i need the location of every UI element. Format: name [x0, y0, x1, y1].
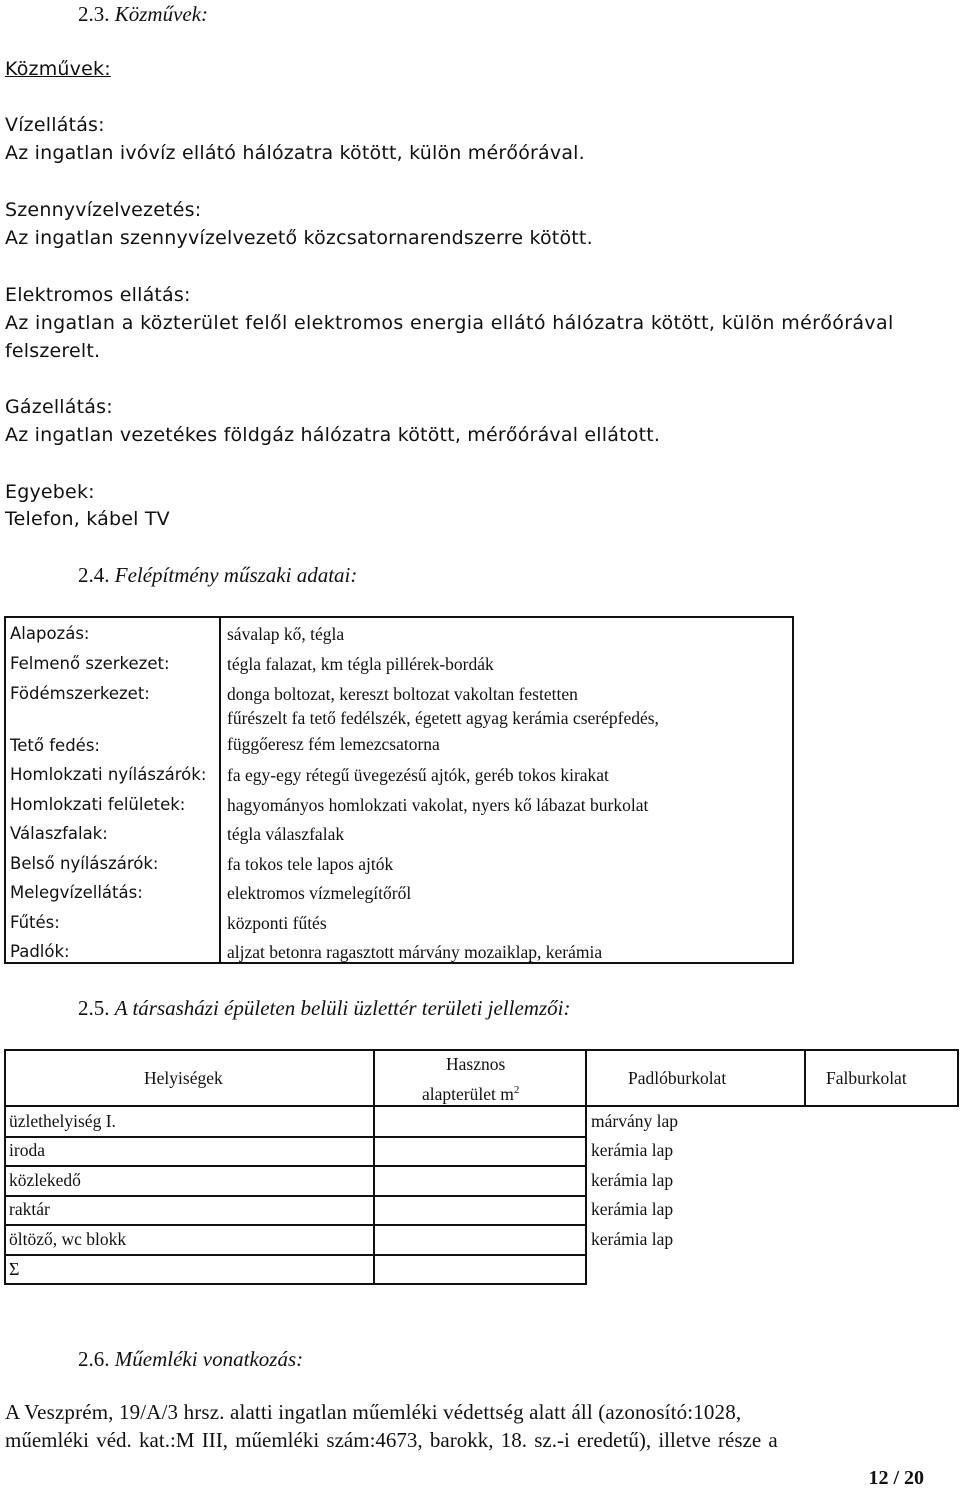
room-name: raktár	[9, 1199, 50, 1219]
section-title: Műemléki vonatkozás:	[114, 1347, 304, 1371]
tech-label: Felmenő szerkezet:	[10, 654, 170, 673]
section-title: A társasházi épületen belüli üzlettér területi jellemzői:	[114, 996, 571, 1020]
utilities-label: Közművek:	[5, 58, 111, 80]
water-text: Az ingatlan ivóvíz ellátó hálózatra kötött, külön mérőórával.	[5, 142, 585, 164]
col-header-floor: Padlóburkolat	[628, 1068, 727, 1088]
tech-value: donga boltozat, kereszt boltozat vakoltan festetten	[227, 684, 578, 704]
room-floor: kerámia lap	[591, 1170, 674, 1190]
tech-label: Födémszerkezet:	[10, 684, 150, 703]
section-title: Közművek:	[114, 2, 209, 26]
table-divider	[219, 618, 221, 962]
technical-data-table	[4, 616, 794, 964]
room-name: közlekedő	[9, 1170, 81, 1190]
tech-value: elektromos vízmelegítőről	[227, 883, 412, 903]
sewage-text: Az ingatlan szennyvízelvezető közcsatornarendszerre kötött.	[5, 227, 593, 249]
tech-value: függőeresz fém lemezcsatorna	[227, 734, 440, 754]
tech-value: aljzat betonra ragasztott márvány mozaiklap, kerámia	[227, 942, 603, 962]
section-heading-2-6	[78, 1347, 303, 1372]
electric-text-1: Az ingatlan a közterület felől elektromos energia ellátó hálózatra kötött, külön mérőórával	[5, 312, 894, 334]
tech-label: Válaszfalak:	[10, 824, 108, 843]
tech-value: fa tokos tele lapos ajtók	[227, 854, 394, 874]
sewage-label: Szennyvízelvezetés:	[5, 199, 202, 221]
total-symbol: Σ	[9, 1259, 20, 1279]
tech-label: Homlokzati felületek:	[10, 795, 186, 814]
section-heading-2-3	[78, 2, 208, 27]
tech-value: sávalap kő, tégla	[227, 624, 345, 644]
section-heading-2-5	[78, 996, 570, 1021]
other-label: Egyebek:	[5, 481, 95, 503]
room-name: iroda	[9, 1140, 45, 1160]
tech-value: hagyományos homlokzati vakolat, nyers kő lábazat burkolat	[227, 795, 649, 815]
tech-label: Fűtés:	[10, 913, 60, 932]
section-heading-2-4	[78, 563, 357, 588]
tech-value: tégla válaszfalak	[227, 824, 345, 844]
gas-label: Gázellátás:	[5, 396, 113, 418]
tech-label: Padlók:	[10, 942, 70, 961]
water-label: Vízellátás:	[5, 114, 105, 136]
room-floor: márvány lap	[591, 1111, 678, 1131]
col-header-rooms: Helyiségek	[144, 1068, 223, 1088]
section-number: 2.4.	[78, 563, 110, 587]
room-floor: kerámia lap	[591, 1229, 674, 1249]
tech-label: Homlokzati nyílászárók:	[10, 765, 207, 784]
electric-label: Elektromos ellátás:	[5, 284, 191, 306]
gas-text: Az ingatlan vezetékes földgáz hálózatra kötött, mérőórával ellátott.	[5, 424, 661, 446]
tech-value: fűrészelt fa tető fedélszék, égetett agyag kerámia cserépfedés,	[227, 708, 659, 728]
room-floor: kerámia lap	[591, 1199, 674, 1219]
monument-text-2: műemléki véd. kat.:M III, műemléki szám:4673, barokk, 18. sz.-i eredetű), illetve része a	[5, 1428, 778, 1452]
tech-label: Belső nyílászárók:	[10, 854, 159, 873]
section-title: Felépítmény műszaki adatai:	[114, 563, 358, 587]
monument-text-1: A Veszprém, 19/A/3 hrsz. alatti ingatlan műemléki védettség alatt áll (azonosító:1028,	[5, 1400, 742, 1424]
room-floor: kerámia lap	[591, 1140, 674, 1160]
section-number: 2.5.	[78, 996, 110, 1020]
section-number: 2.3.	[78, 2, 110, 26]
tech-value: fa egy-egy rétegű üvegezésű ajtók, geréb tokos kirakat	[227, 765, 609, 785]
tech-value: tégla falazat, km tégla pillérek-bordák	[227, 654, 494, 674]
tech-label: Tető fedés:	[10, 736, 100, 755]
room-name: öltöző, wc blokk	[9, 1229, 127, 1249]
col-header-area-2: alapterület $m^2$	[422, 1084, 520, 1104]
section-number: 2.6.	[78, 1347, 110, 1371]
tech-value: központi fűtés	[227, 913, 327, 933]
other-text: Telefon, kábel TV	[5, 508, 170, 530]
room-name: üzlethelyiség I.	[9, 1111, 116, 1131]
electric-text-2: felszerelt.	[5, 340, 101, 362]
col-header-area-1: Hasznos	[446, 1054, 506, 1074]
tech-label: Alapozás:	[10, 624, 90, 643]
tech-label: Melegvízellátás:	[10, 883, 143, 902]
col-header-wall: Falburkolat	[826, 1068, 907, 1088]
page-number: 12 / 20	[868, 1467, 924, 1489]
